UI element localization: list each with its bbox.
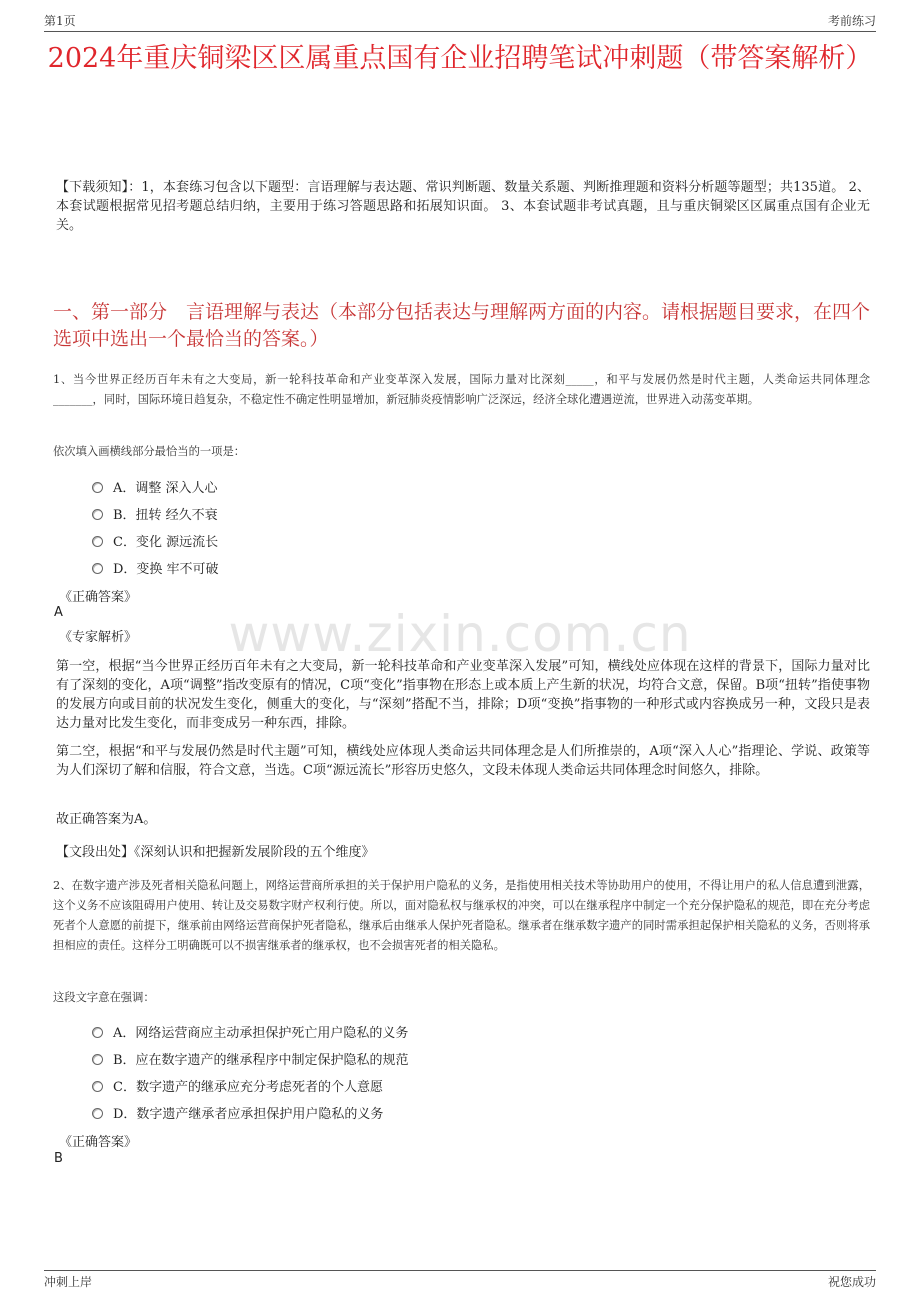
footer-divider [44, 1270, 876, 1271]
watermark: www.zixin.com.cn [228, 605, 692, 663]
question-2-prompt: 这段文字意在强调： [53, 991, 155, 1004]
question-1-answer: A [54, 605, 63, 620]
option-label: B．应在数字遗产的继承程序中制定保护隐私的规范 [113, 1053, 409, 1068]
question-2-stem: 2、在数字遗产涉及死者相关隐私问题上，网络运营商所承担的关于保护用户隐私的义务，是指使用相关技术等协助用户的使用，不得让用户的私人信息遭到泄露，这个义务不应该阻碍用户使用、转让及交易数字财产权利行使。所以，面对隐私权与继承权的冲突，可以在继承程序中制定一个充分保护隐私的规范，即在充分考虑死者个人意愿的前提下，继承前由网络运营商保护死者隐私，继承后由继承人保护死者隐私。继承者在继承数字遗产的同时需承担起保护相关隐私的义务，否则将承担相应的责任。这样分工明确既可以不损害继承者的继承权，也不会损害死者的相关隐私。 [53, 879, 870, 952]
question-1-option-c[interactable] [92, 531, 218, 550]
question-2-option-b[interactable] [92, 1049, 409, 1068]
page-number: 第1页 [44, 14, 76, 28]
question-1-answer-label: 《正确答案》 [59, 590, 138, 605]
question-2-answer-label: 《正确答案》 [59, 1135, 138, 1150]
document-title: 2024年重庆铜梁区区属重点国有企业招聘笔试冲刺题（带答案解析） [47, 43, 873, 74]
option-label: C．数字遗产的继承应充分考虑死者的个人意愿 [113, 1080, 383, 1095]
header-label: 考前练习 [827, 14, 876, 28]
option-label: D．数字遗产继承者应承担保护用户隐私的义务 [113, 1107, 384, 1122]
header-divider [44, 31, 876, 32]
question-1-stem: 1、当今世界正经历百年未有之大变局，新一轮科技革命和产业变革深入发展，国际力量对比深刻_____，和平与发展仍然是时代主题，人类命运共同体理念_______，同时，国际环境日趋复杂，不稳定性不确定性明显增加，新冠肺炎疫情影响广泛深远，经济全球化遭遇逆流，世界进入动荡变革期。 [53, 373, 870, 406]
question-2-option-c[interactable] [92, 1076, 383, 1095]
download-notice: 【下载须知】：1，本套练习包含以下题型：言语理解与表达题、常识判断题、数量关系题、判断推理题和资料分析题等题型；共135道。 2、本套试题根据常见招考题总结归纳，主要用于练习答题思路和拓展知识面。 3、本套试题非考试真题，且与重庆铜梁区区属重点国有企业无关。 [56, 180, 870, 233]
question-1-analysis-para-2: 第二空，根据“和平与发展仍然是时代主题”可知，横线处应体现人类命运共同体理念是人们所推崇的，A项“深入人心”指理论、学说、政策等为人们深切了解和信服，符合文意，当选。C项“源远流长”形容历史悠久，文段未体现人类命运共同体理念时间悠久，排除。 [56, 744, 870, 778]
radio-icon[interactable] [92, 482, 103, 493]
option-label: A．网络运营商应主动承担保护死亡用户隐私的义务 [113, 1026, 409, 1041]
section-title: 一、第一部分 言语理解与表达（本部分包括表达与理解两方面的内容。请根据题目要求，在四个选项中选出一个最恰当的答案。） [53, 301, 871, 350]
radio-icon[interactable] [92, 1108, 103, 1119]
radio-icon[interactable] [92, 1054, 103, 1065]
question-2-option-a[interactable] [92, 1022, 408, 1041]
option-label: C．变化 源远流长 [113, 535, 219, 550]
question-2-option-d[interactable] [92, 1103, 383, 1122]
question-1-option-a[interactable] [92, 477, 218, 496]
question-1-analysis-para-1: 第一空，根据“当今世界正经历百年未有之大变局，新一轮科技革命和产业变革深入发展”可知，横线处应体现在这样的背景下，国际力量对比有了深刻的变化，A项“调整”指改变原有的情况，C项“变化”指事物在形态上或本质上产生新的状况，均符合文意，保留。B项“扭转”指使事物的发展方向或目前的状况发生变化，侧重大的变化，与“深刻”搭配不当，排除；D项“变换”指事物的一种形式或内容换成另一种，文段只是表达力量对比发生变化，而非变成另一种东西，排除。 [56, 659, 870, 731]
option-label: B．扭转 经久不衰 [113, 508, 218, 523]
radio-icon[interactable] [92, 509, 103, 520]
question-1-source: 【文段出处】《深刻认识和把握新发展阶段的五个维度》 [56, 845, 375, 860]
radio-icon[interactable] [92, 1027, 103, 1038]
question-1-prompt: 依次填入画横线部分最恰当的一项是： [53, 445, 246, 458]
radio-icon[interactable] [92, 563, 103, 574]
radio-icon[interactable] [92, 1081, 103, 1092]
option-label: D．变换 牢不可破 [113, 562, 219, 577]
question-1-conclusion: 故正确答案为A。 [56, 812, 157, 827]
question-2-answer: B [54, 1151, 63, 1166]
question-1-option-d[interactable] [92, 558, 219, 577]
footer-right: 祝您成功 [827, 1275, 876, 1289]
option-label: A．调整 深入人心 [113, 481, 218, 496]
footer-left: 冲刺上岸 [44, 1275, 93, 1289]
question-1-analysis-label: 《专家解析》 [59, 630, 138, 645]
question-1-option-b[interactable] [92, 504, 218, 523]
radio-icon[interactable] [92, 536, 103, 547]
